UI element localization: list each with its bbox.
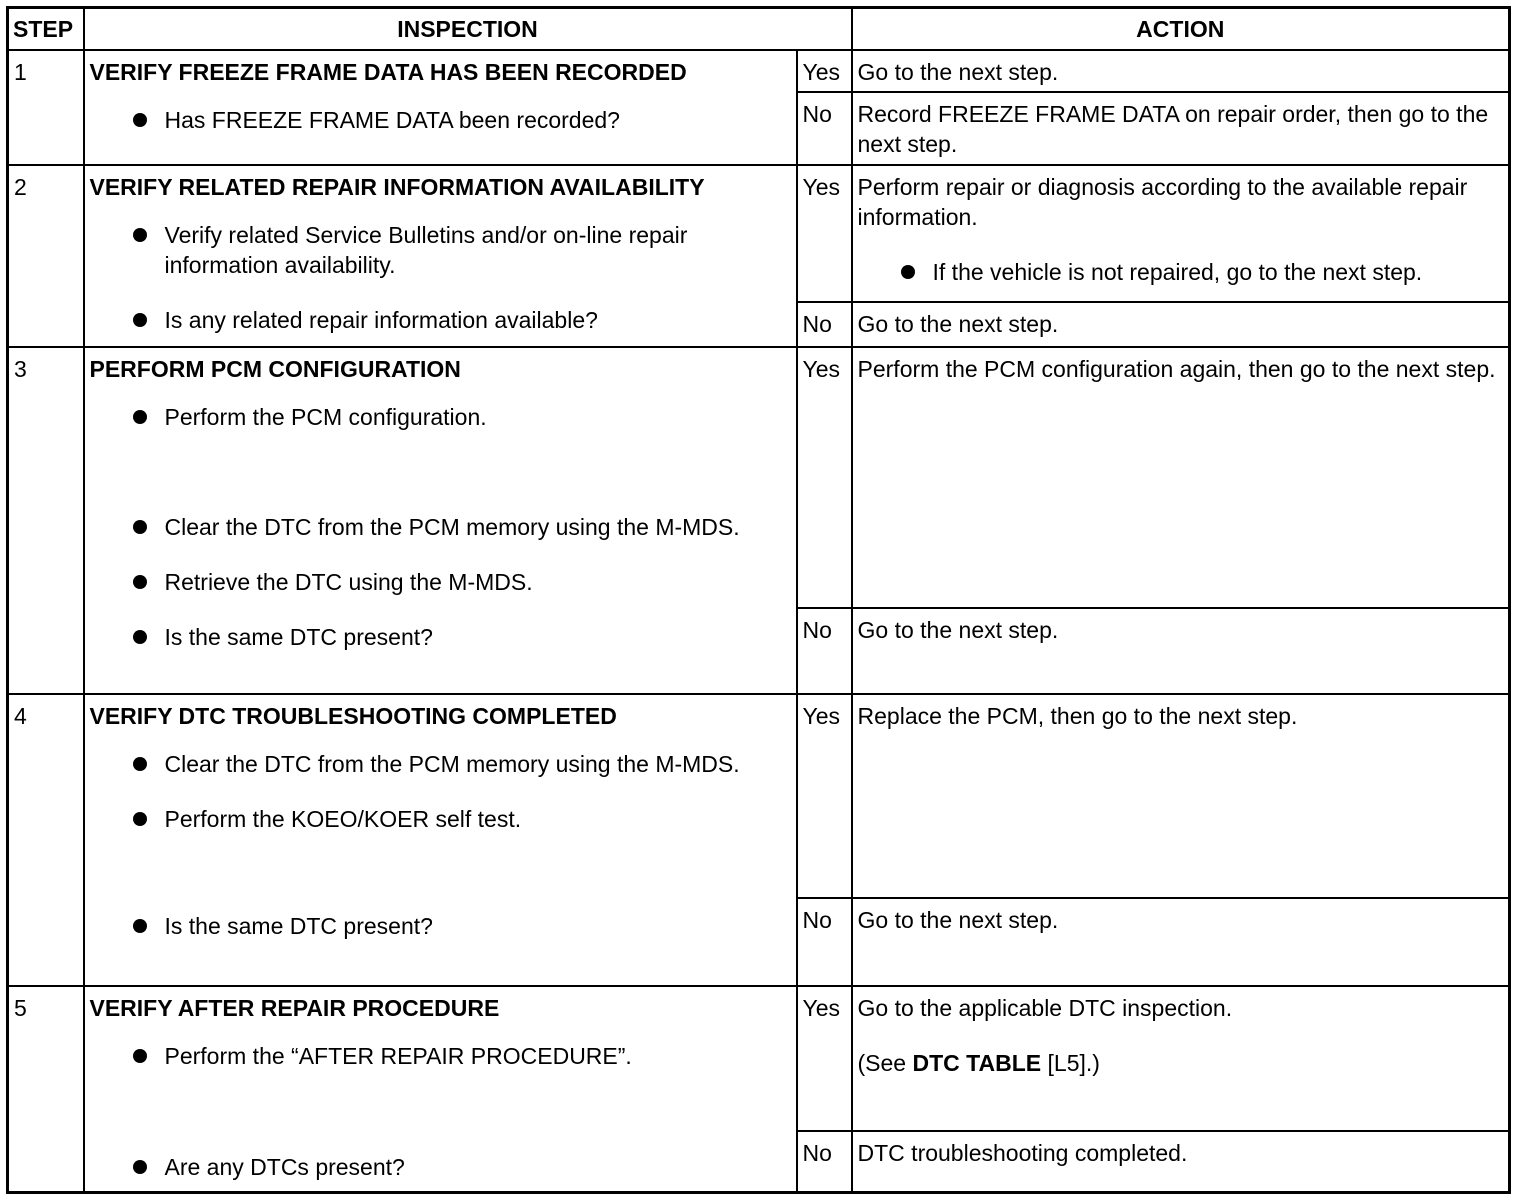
inspection-cell	[84, 986, 797, 1193]
document-page	[6, 6, 1508, 1193]
inspection-title: PERFORM PCM CONFIGURATION	[89, 355, 461, 382]
no-label: No	[797, 608, 852, 694]
no-label: No	[797, 302, 852, 347]
yes-label: Yes	[797, 986, 852, 1131]
inspection-header: INSPECTION	[84, 8, 852, 50]
step-number: 5	[8, 986, 84, 1193]
list-item: Perform the KOEO/KOER self test.	[90, 804, 791, 834]
bullet-icon	[133, 520, 147, 534]
yes-label: Yes	[797, 50, 852, 92]
bullet-icon	[133, 575, 147, 589]
list-item: Is the same DTC present?	[90, 911, 791, 941]
list-item: Clear the DTC from the PCM memory using the M-MDS.	[90, 512, 791, 542]
list-item: Verify related Service Bulletins and/or on-line repair information availability.	[90, 220, 791, 280]
inspection-cell	[84, 694, 797, 986]
yes-action: Replace the PCM, then go to the next step.	[852, 694, 1510, 898]
yes-label: Yes	[797, 694, 852, 898]
step-number: 3	[8, 347, 84, 694]
bullet-icon	[133, 812, 147, 826]
bullet-icon	[133, 113, 147, 127]
bullet-icon	[133, 757, 147, 771]
table-row	[8, 986, 1510, 1131]
bullet-icon	[133, 313, 147, 327]
no-label: No	[797, 898, 852, 986]
no-action: Go to the next step.	[852, 898, 1510, 986]
inspection-cell	[84, 165, 797, 347]
table-row	[8, 347, 1510, 608]
yes-action: Go to the applicable DTC inspection. (See DTC TABLE [L5].)	[852, 986, 1510, 1131]
bullet-icon	[133, 630, 147, 644]
inspection-title: VERIFY AFTER REPAIR PROCEDURE	[89, 994, 500, 1021]
troubleshooting-table	[6, 6, 1511, 1194]
bullet-icon	[133, 1049, 147, 1063]
bullet-icon	[133, 410, 147, 424]
list-item: Are any DTCs present?	[90, 1152, 791, 1182]
list-item: Retrieve the DTC using the M-MDS.	[90, 567, 791, 597]
list-item: Clear the DTC from the PCM memory using the M-MDS.	[90, 749, 791, 779]
action-header: ACTION	[852, 8, 1510, 50]
step-number: 2	[8, 165, 84, 347]
step-number: 4	[8, 694, 84, 986]
list-item: Has FREEZE FRAME DATA been recorded?	[90, 105, 791, 135]
bullet-icon	[901, 265, 915, 279]
list-item: Is any related repair information available?	[90, 305, 791, 335]
table-row	[8, 50, 1510, 92]
step-header: STEP	[8, 8, 84, 50]
no-action: Go to the next step.	[852, 608, 1510, 694]
no-label: No	[797, 92, 852, 165]
no-label: No	[797, 1131, 852, 1193]
list-item: Perform the “AFTER REPAIR PROCEDURE”.	[90, 1041, 791, 1071]
bullet-icon	[133, 919, 147, 933]
yes-action: Perform the PCM configuration again, then go to the next step.	[852, 347, 1510, 608]
yes-action: Perform repair or diagnosis according to the available repair information. If the vehicle is not repaired, go to the next step.	[852, 165, 1510, 302]
table-row	[8, 694, 1510, 898]
inspection-title: VERIFY FREEZE FRAME DATA HAS BEEN RECORDED	[89, 58, 687, 85]
inspection-title: VERIFY DTC TROUBLESHOOTING COMPLETED	[89, 702, 617, 729]
inspection-cell	[84, 347, 797, 694]
inspection-cell	[84, 50, 797, 165]
bullet-icon	[133, 228, 147, 242]
no-action: DTC troubleshooting completed.	[852, 1131, 1510, 1193]
yes-label: Yes	[797, 165, 852, 302]
list-item: If the vehicle is not repaired, go to the next step.	[858, 257, 1504, 287]
no-action: Record FREEZE FRAME DATA on repair order, then go to the next step.	[852, 92, 1510, 165]
list-item: Is the same DTC present?	[90, 622, 791, 652]
header-row	[8, 8, 1510, 50]
table-row	[8, 165, 1510, 302]
yes-label: Yes	[797, 347, 852, 608]
step-number: 1	[8, 50, 84, 165]
yes-action: Go to the next step.	[852, 50, 1510, 92]
dtc-table-reference: (See DTC TABLE [L5].)	[857, 1049, 1100, 1076]
list-item: Perform the PCM configuration.	[90, 402, 791, 432]
bullet-icon	[133, 1160, 147, 1174]
inspection-title: VERIFY RELATED REPAIR INFORMATION AVAILABILITY	[89, 173, 705, 200]
no-action: Go to the next step.	[852, 302, 1510, 347]
